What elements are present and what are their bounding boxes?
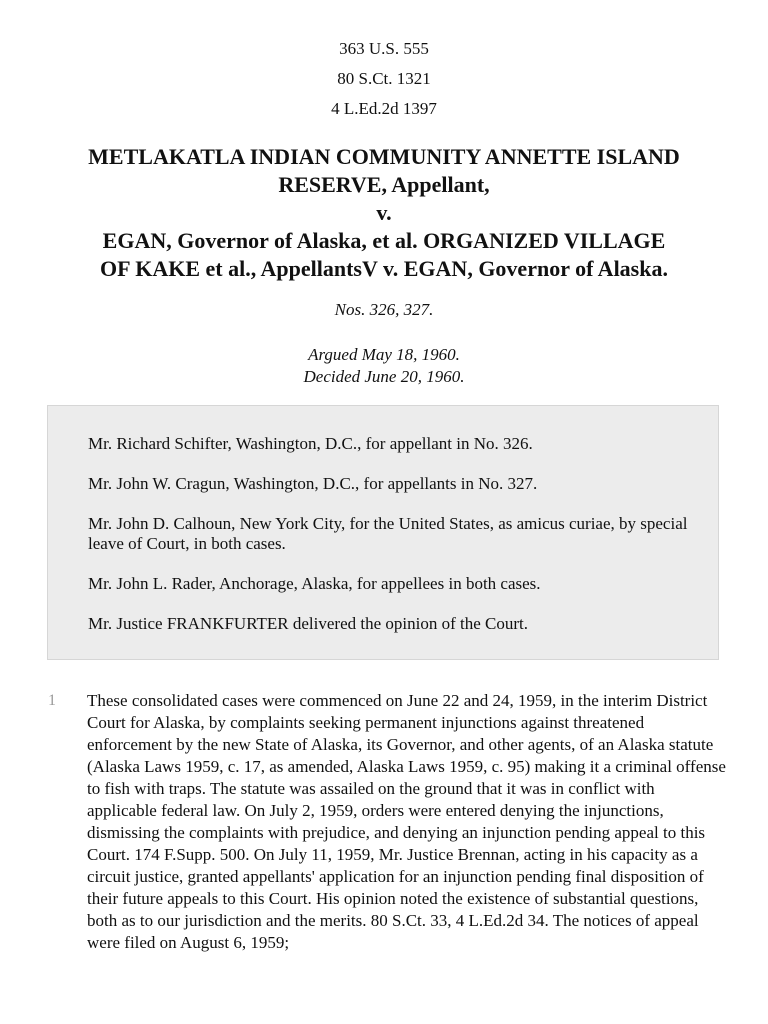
case-title-line: RESERVE, Appellant, — [278, 172, 490, 197]
citation-us: 363 U.S. 555 — [339, 39, 429, 58]
citation-led: 4 L.Ed.2d 1397 — [331, 99, 437, 118]
case-title-line: OF KAKE et al., AppellantsV v. EGAN, Governor of Alaska. — [100, 256, 668, 281]
opinion-author: Mr. Justice FRANKFURTER delivered the opinion of the Court. — [88, 614, 528, 633]
opinion-paragraph: These consolidated cases were commenced on June 22 and 24, 1959, in the interim District Court for Alaska, by complaints seeking permanent injunctions against threatened enforcement by the new State of Alaska, its Governor, and other agents, of an Alaska statute (Alaska Laws 1959, c. 17, as amended, Alaska Laws 1959, c. 95) making it a criminal offense to fish with traps. The statute was assailed on the ground that it was in conflict with applicable federal law. On July 2, 1959, orders were entered denying the injunctions, dismissing the complaints with prejudice, and denying an injunction pending appeal to this Court. 174 F.Supp. 500. On July 11, 1959, Mr. Justice Brennan, acting in his capacity as a circuit justice, granted appellants' application for an injunction pending final disposition of their future appeals to this Court. His opinion noted the existence of substantial questions, both as to our jurisdiction and the merits. 80 S.Ct. 33, 4 L.Ed.2d 34. The notices of appeal were filed on August 6, 1959; — [87, 691, 726, 952]
case-dates — [0, 344, 768, 388]
citations — [0, 34, 768, 124]
counsel-entry: Mr. John D. Calhoun, New York City, for the United States, as amicus curiae, by special leave of Court, in both cases. — [88, 514, 688, 553]
argued-date: Argued May 18, 1960. — [308, 345, 460, 364]
counsel-box — [47, 405, 719, 660]
case-title — [30, 143, 738, 283]
case-title-line: v. — [376, 200, 392, 225]
case-title-line: METLAKATLA INDIAN COMMUNITY ANNETTE ISLAND — [88, 144, 680, 169]
citation-sct: 80 S.Ct. 1321 — [337, 69, 431, 88]
docket-numbers: Nos. 326, 327. — [334, 300, 434, 319]
counsel-entry: Mr. John W. Cragun, Washington, D.C., for appellants in No. 327. — [88, 474, 538, 493]
paragraph-number: 1 — [48, 692, 56, 709]
counsel-entry: Mr. Richard Schifter, Washington, D.C., for appellant in No. 326. — [88, 434, 533, 453]
decided-date: Decided June 20, 1960. — [303, 367, 465, 386]
counsel-entry: Mr. John L. Rader, Anchorage, Alaska, for appellees in both cases. — [88, 574, 541, 593]
case-title-line: EGAN, Governor of Alaska, et al. ORGANIZED VILLAGE — [102, 228, 666, 253]
